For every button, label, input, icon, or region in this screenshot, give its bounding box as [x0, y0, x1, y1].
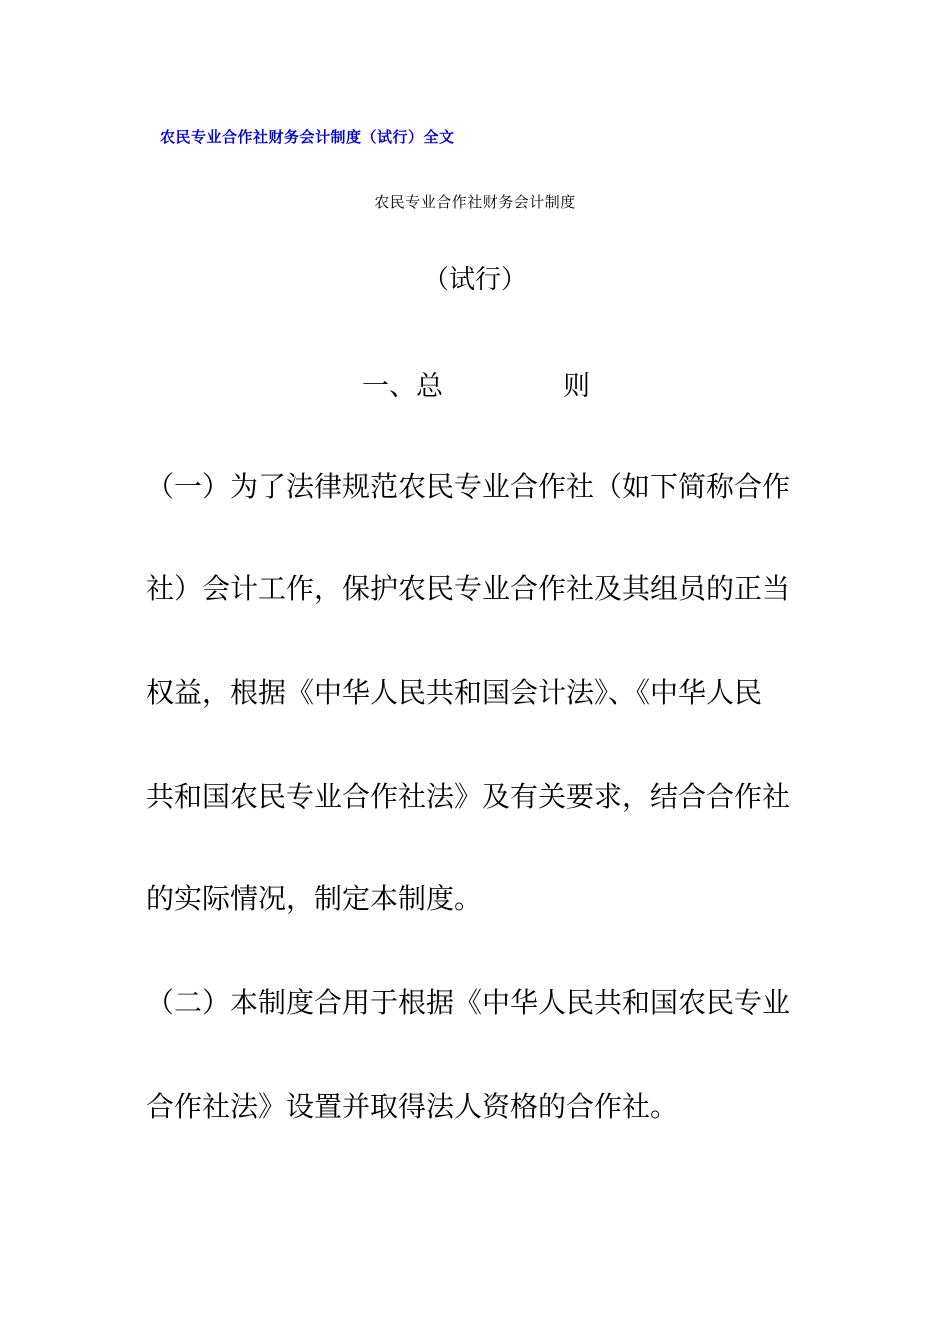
section-heading-end: 则 [563, 371, 590, 402]
paragraph-line: （一）为了法律规范农民专业合作社（如下简称合作 [146, 470, 791, 503]
document-title: 农民专业合作社财务会计制度 [374, 193, 576, 211]
document-subtitle: （试行） [422, 265, 527, 295]
paragraph-line: 合作社法》设置并取得法人资格的合作社。 [146, 1090, 679, 1123]
section-heading-number: 一、总 [362, 371, 443, 402]
paragraph-line: （二）本制度合用于根据《中华人民共和国农民专业 [146, 986, 791, 1019]
paragraph-line: 社）会计工作，保护农民专业合作社及其组员的正当 [146, 572, 791, 605]
document-link-title[interactable]: 农民专业合作社财务会计制度（试行）全文 [160, 128, 455, 146]
paragraph-line: 的实际情况，制定本制度。 [146, 882, 483, 915]
paragraph-line: 权益，根据《中华人民共和国会计法》、《中华人民 [146, 676, 763, 709]
paragraph-line: 共和国农民专业合作社法》及有关要求，结合合作社 [146, 780, 791, 813]
